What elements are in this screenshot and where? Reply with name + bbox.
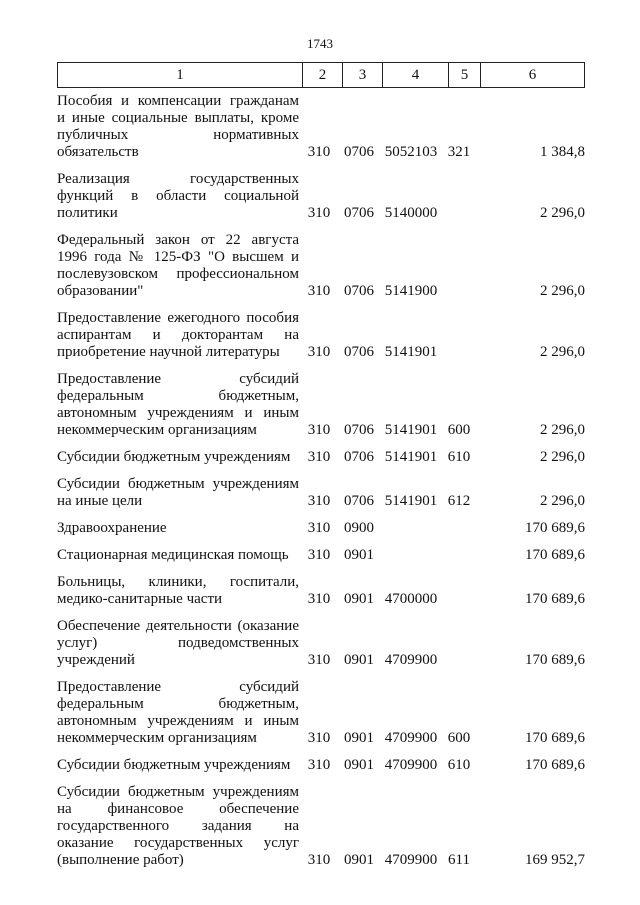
row-code-type: 611 [448,852,470,868]
row-code-2: 310 [307,730,331,746]
row-code-type: 600 [447,730,471,746]
row-code-section: 0706 [344,493,374,509]
description-line: Субсидии бюджетным учреждениям [57,757,291,773]
description-line: и иные социальные выплаты, кроме [57,110,299,126]
row-code-type: 610 [447,449,471,465]
row-code-article: 4709900 [384,852,438,868]
row-description [57,784,299,869]
row-code-2: 310 [307,449,331,465]
description-line: Субсидии бюджетным учреждениям [57,784,299,800]
row-description [57,679,299,747]
row-code-section: 0706 [344,283,374,299]
description-line: аспирантам и докторантам на [57,327,299,343]
row-code-section: 0901 [344,652,374,668]
row-description [57,547,299,564]
row-code-section: 0706 [344,344,374,360]
row-code-article: 4700000 [384,591,438,607]
row-code-2: 310 [307,422,331,438]
column-header-row [58,63,585,88]
row-description [57,449,299,466]
table-row [57,618,597,669]
description-line: некоммерческим организациям [57,730,257,746]
description-line: автономным учреждениям и иным [57,713,299,729]
description-line: оказание государственных услуг [57,835,299,851]
row-code-section: 0901 [344,730,374,746]
column-header-2: 2 [303,63,343,88]
row-code-section: 0901 [344,852,374,868]
description-line: услуг) подведомственных [57,635,299,651]
column-header-table [57,62,585,88]
column-header-3: 3 [343,63,383,88]
table-row [57,757,597,774]
table-row [57,93,597,161]
row-code-article: 4709900 [384,652,438,668]
description-line: Пособия и компенсации гражданам [57,93,299,109]
description-line: образовании" [57,283,144,299]
description-line: Здравоохранение [57,520,167,536]
description-line: Стационарная медицинская помощь [57,547,289,563]
row-code-article: 4709900 [384,730,438,746]
description-line: 1996 года № 125-ФЗ "О высшем и [57,249,299,265]
row-code-article: 5141901 [384,449,438,465]
row-code-article: 5141900 [384,283,438,299]
description-line: Предоставление ежегодного пособия [57,310,299,326]
row-code-section: 0706 [344,144,374,160]
row-amount: 1 384,8 [540,144,585,160]
table-row [57,371,597,439]
description-line: федеральным бюджетным, [57,696,299,712]
description-line: некоммерческим организациям [57,422,257,438]
row-description [57,618,299,669]
row-description [57,520,299,537]
row-amount: 170 689,6 [525,757,585,773]
row-code-type: 610 [447,757,471,773]
row-code-2: 310 [307,852,331,868]
table-row [57,449,597,466]
description-line: Предоставление субсидий [57,679,299,695]
description-line: Обеспечение деятельности (оказание [57,618,299,634]
description-line: обязательств [57,144,139,160]
column-header-1: 1 [58,63,303,88]
table-row [57,547,597,564]
row-amount: 170 689,6 [525,730,585,746]
row-code-section: 0901 [344,757,374,773]
description-line: (выполнение работ) [57,852,184,868]
row-amount: 170 689,6 [525,591,585,607]
description-line: публичных нормативных [57,127,299,143]
row-code-2: 310 [307,652,331,668]
row-amount: 170 689,6 [525,547,585,563]
description-line: медико-санитарные части [57,591,223,607]
column-header-4: 4 [383,63,449,88]
row-code-section: 0706 [344,205,374,221]
row-description [57,310,299,361]
table-row [57,232,597,300]
description-line: Предоставление субсидий [57,371,299,387]
row-code-2: 310 [307,205,331,221]
row-description [57,232,299,300]
row-code-2: 310 [307,283,331,299]
row-code-section: 0901 [344,547,374,563]
row-amount: 170 689,6 [525,652,585,668]
row-code-2: 310 [307,591,331,607]
row-amount: 170 689,6 [525,520,585,536]
table-row [57,171,597,222]
description-line: Реализация государственных [57,171,299,187]
description-line: Субсидии бюджетным учреждениям [57,449,291,465]
row-code-article: 5141901 [384,344,438,360]
description-line: Федеральный закон от 22 августа [57,232,299,248]
row-code-2: 310 [307,344,331,360]
row-amount: 2 296,0 [540,283,585,299]
description-line: учреждений [57,652,135,668]
row-code-2: 310 [307,520,331,536]
row-code-article: 5052103 [384,144,438,160]
table-row [57,520,597,537]
table-row [57,679,597,747]
description-line: политики [57,205,118,221]
row-code-article: 4709900 [384,757,438,773]
row-amount: 2 296,0 [540,344,585,360]
row-code-section: 0706 [344,449,374,465]
description-line: Субсидии бюджетным учреждениям [57,476,299,492]
row-amount: 2 296,0 [540,205,585,221]
description-line: государственного задания на [57,818,299,834]
description-line: функций в области социальной [57,188,299,204]
row-code-section: 0900 [344,520,374,536]
description-line: на финансовое обеспечение [57,801,299,817]
table-row [57,784,597,869]
row-description [57,93,299,161]
table-row [57,574,597,608]
budget-table-body [57,93,597,879]
row-code-2: 310 [307,493,331,509]
row-description [57,171,299,222]
row-code-2: 310 [307,757,331,773]
row-amount: 2 296,0 [540,449,585,465]
row-description [57,757,299,774]
row-description [57,476,299,510]
row-amount: 2 296,0 [540,422,585,438]
row-code-section: 0901 [344,591,374,607]
table-row [57,476,597,510]
table-row [57,310,597,361]
row-amount: 169 952,7 [525,852,585,868]
row-code-article: 5140000 [384,205,438,221]
description-line: федеральным бюджетным, [57,388,299,404]
row-amount: 2 296,0 [540,493,585,509]
row-code-type: 600 [447,422,471,438]
column-header-6: 6 [481,63,585,88]
row-code-article: 5141901 [384,422,438,438]
description-line: приобретение научной литературы [57,344,280,360]
row-code-type: 321 [447,144,471,160]
row-code-2: 310 [307,144,331,160]
page-number: 1743 [307,36,333,51]
description-line: послевузовском профессиональном [57,266,299,282]
row-description [57,371,299,439]
row-description [57,574,299,608]
column-header-5: 5 [449,63,481,88]
description-line: на иные цели [57,493,143,509]
description-line: автономным учреждениям и иным [57,405,299,421]
row-code-article: 5141901 [384,493,438,509]
row-code-2: 310 [307,547,331,563]
row-code-section: 0706 [344,422,374,438]
description-line: Больницы, клиники, госпитали, [57,574,299,590]
row-code-type: 612 [447,493,471,509]
